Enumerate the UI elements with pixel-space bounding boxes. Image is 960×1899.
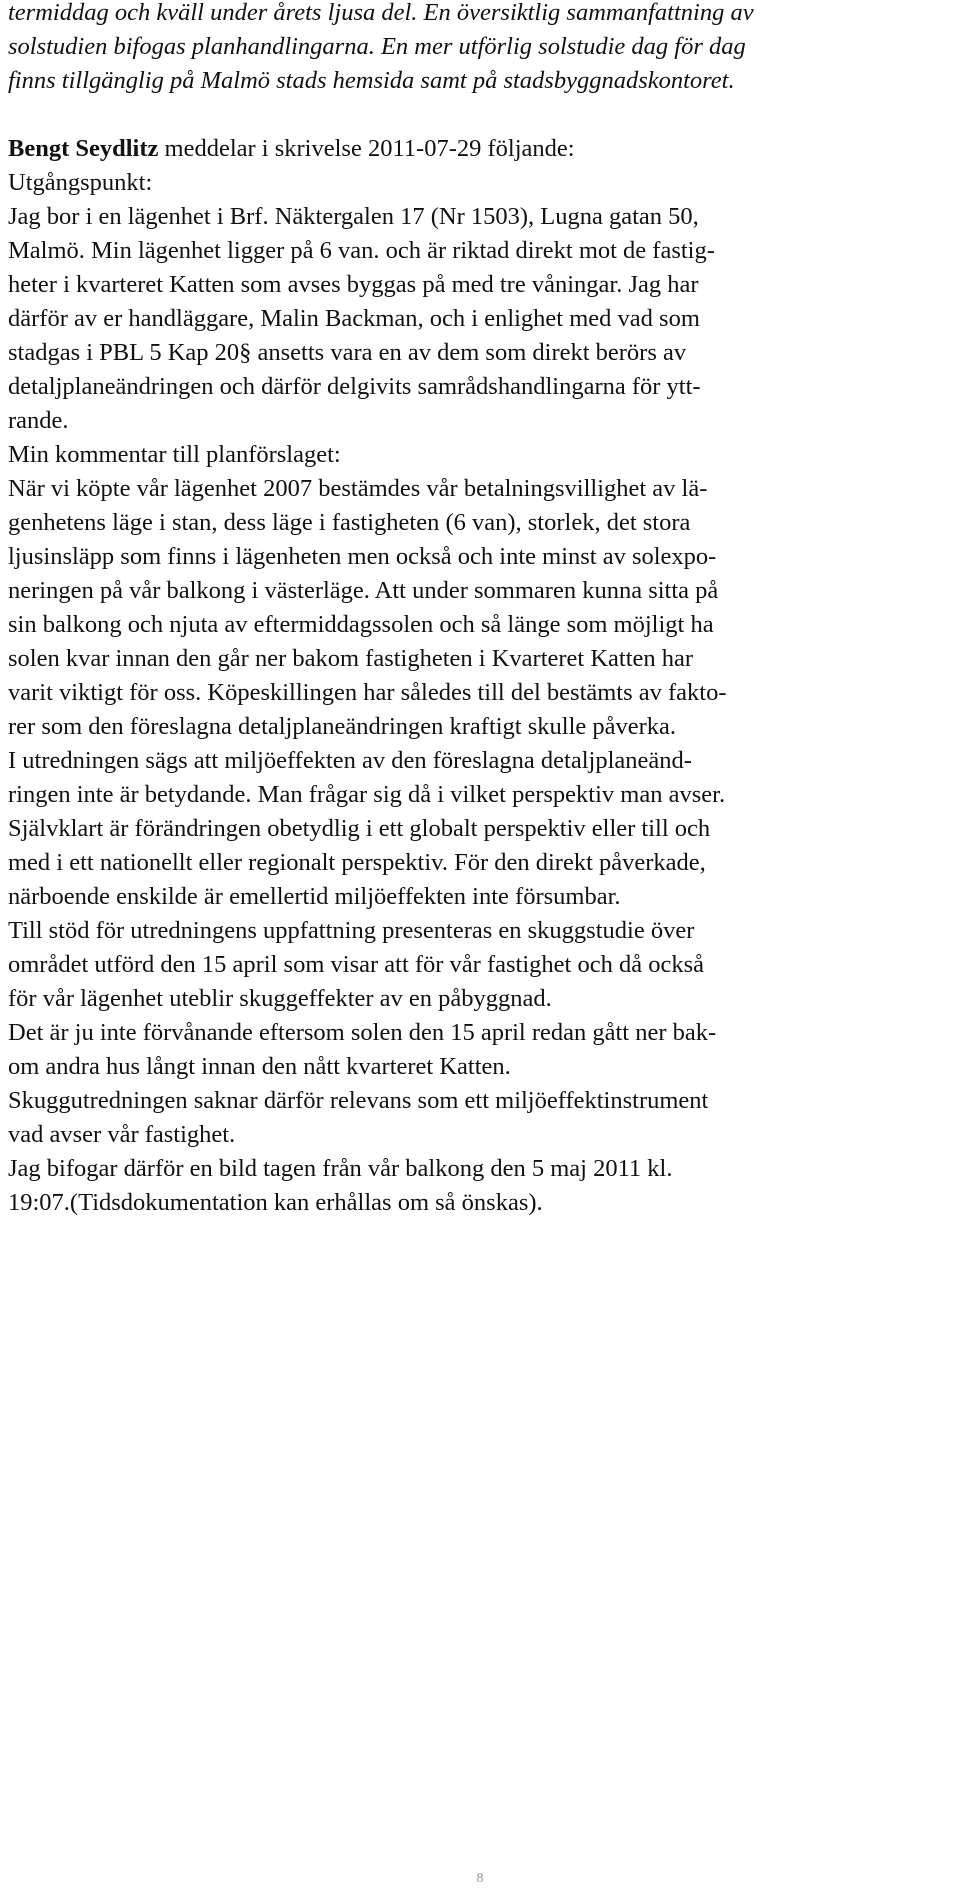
body-line: området utförd den 15 april som visar att för vår fastighet och då också — [8, 951, 704, 978]
body-line: Jag bor i en lägenhet i Brf. Näktergalen 17 (Nr 1503), Lugna gatan 50, — [8, 203, 699, 230]
body-line: Min kommentar till planförslaget: — [8, 441, 341, 468]
comment-body — [8, 166, 958, 1220]
body-line: detaljplaneändringen och därför delgivits samrådshandlingarna för ytt- — [8, 373, 701, 400]
body-line: Malmö. Min lägenhet ligger på 6 van. och är riktad direkt mot de fastig- — [8, 237, 715, 264]
body-line: När vi köpte vår lägenhet 2007 bestämdes vår betalningsvillighet av lä- — [8, 475, 708, 502]
body-line: närboende enskilde är emellertid miljöeffekten inte försumbar. — [8, 883, 621, 910]
body-line: därför av er handläggare, Malin Backman, och i enlighet med vad som — [8, 305, 700, 332]
body-line: för vår lägenhet uteblir skuggeffekter av en påbyggnad. — [8, 985, 552, 1012]
intro-paragraph — [8, 0, 958, 98]
body-line: om andra hus långt innan den nått kvarteret Katten. — [8, 1053, 511, 1080]
body-line: sin balkong och njuta av eftermiddagssolen och så länge som möjligt ha — [8, 611, 714, 638]
body-line: Jag bifogar därför en bild tagen från vår balkong den 5 maj 2011 kl. — [8, 1155, 673, 1182]
body-line: ljusinsläpp som finns i lägenheten men också och inte minst av solexpo- — [8, 543, 717, 570]
body-line: stadgas i PBL 5 Kap 20§ ansetts vara en av dem som direkt berörs av — [8, 339, 687, 366]
body-line: rande. — [8, 407, 69, 434]
body-line: vad avser vår fastighet. — [8, 1121, 236, 1148]
body-line: I utredningen sägs att miljöeffekten av den föreslagna detaljplaneänd- — [8, 747, 692, 774]
body-line: Skuggutredningen saknar därför relevans som ett miljöeffektinstrument — [8, 1087, 709, 1114]
author-name: Bengt Seydlitz — [8, 135, 159, 162]
body-line: neringen på vår balkong i västerläge. Att under sommaren kunna sitta på — [8, 577, 719, 604]
author-statement — [8, 132, 958, 166]
body-line: heter i kvarteret Katten som avses byggas på med tre våningar. Jag har — [8, 271, 699, 298]
intro-line: termiddag och kväll under årets ljusa del. En översiktlig sammanfattning av — [8, 0, 754, 26]
author-line — [8, 132, 958, 166]
body-line: 19:07.(Tidsdokumentation kan erhållas om så önskas). — [8, 1189, 543, 1216]
author-statement-text: meddelar i skrivelse 2011-07-29 följande: — [158, 135, 575, 162]
body-line: Självklart är förändringen obetydlig i ett globalt perspektiv eller till och — [8, 815, 711, 842]
body-line: Det är ju inte förvånande eftersom solen den 15 april redan gått ner bak- — [8, 1019, 717, 1046]
body-line: solen kvar innan den går ner bakom fastigheten i Kvarteret Katten har — [8, 645, 694, 672]
page-number: 8 — [476, 1871, 484, 1886]
body-line: ringen inte är betydande. Man frågar sig då i vilket perspektiv man avser. — [8, 781, 726, 808]
body-line: Till stöd för utredningens uppfattning presenteras en skuggstudie över — [8, 917, 695, 944]
intro-line: finns tillgänglig på Malmö stads hemsida samt på stadsbyggnadskontoret. — [8, 67, 735, 94]
intro-line: solstudien bifogas planhandlingarna. En mer utförlig solstudie dag för dag — [8, 33, 746, 60]
body-line: varit viktigt för oss. Köpeskillingen har således till del bestämts av fakto- — [8, 679, 727, 706]
body-line: Utgångspunkt: — [8, 169, 153, 196]
body-line: med i ett nationellt eller regionalt perspektiv. För den direkt påverkade, — [8, 849, 706, 876]
body-line: genhetens läge i stan, dess läge i fastigheten (6 van), storlek, det stora — [8, 509, 691, 536]
body-line: rer som den föreslagna detaljplaneändringen kraftigt skulle påverka. — [8, 713, 677, 740]
